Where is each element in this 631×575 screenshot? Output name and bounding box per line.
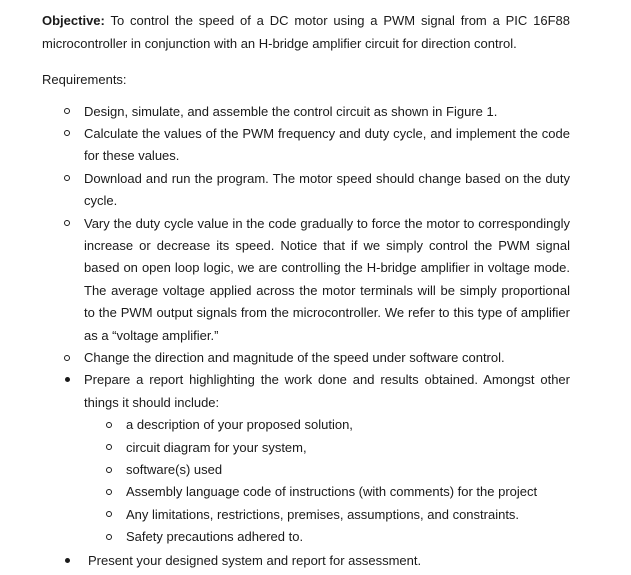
- objective-label: Objective:: [42, 13, 105, 28]
- requirements-list: [42, 101, 570, 573]
- sublist-item-text: Safety precautions adhered to.: [126, 529, 304, 545]
- sublist-item-text: Assembly language code of instructions (with comments) for the project: [126, 484, 538, 500]
- requirements-heading: Requirements:: [42, 72, 127, 87]
- list-item: [42, 347, 570, 369]
- filled-bullet-icon: [62, 369, 72, 391]
- list-item-text: Calculate the values of the PWM frequency and duty cycle, and implement the code for these values.: [84, 125, 570, 164]
- hollow-bullet-icon: [104, 459, 114, 481]
- hollow-bullet-icon: [104, 526, 114, 548]
- objective-text: To control the speed of a DC motor using a PWM signal from a PIC 16F88 microcontroller in conjunction with an H-bridge amplifier circuit for direction control.: [42, 13, 570, 51]
- hollow-bullet-icon: [62, 347, 72, 369]
- list-item: [42, 213, 570, 347]
- list-item-text: Prepare a report highlighting the work done and results obtained. Amongst other things it should include:: [84, 372, 570, 410]
- sublist-item: [84, 504, 570, 526]
- hollow-bullet-icon: [62, 168, 72, 190]
- list-item: [42, 123, 570, 168]
- sublist-item-text: circuit diagram for your system,: [126, 439, 307, 455]
- sublist-item: [84, 459, 570, 481]
- sublist-item: [84, 437, 570, 459]
- filled-bullet-icon: [62, 550, 72, 572]
- sublist-item: [84, 481, 570, 503]
- list-item-text: Change the direction and magnitude of the speed under software control.: [84, 349, 505, 365]
- hollow-bullet-icon: [62, 123, 72, 145]
- report-sublist: [84, 414, 570, 548]
- hollow-bullet-icon: [104, 437, 114, 459]
- sublist-item-text: Any limitations, restrictions, premises, assumptions, and constraints.: [126, 506, 520, 522]
- hollow-bullet-icon: [104, 504, 114, 526]
- sublist-item: [84, 414, 570, 436]
- list-item-text: Present your designed system and report for assessment.: [88, 552, 422, 568]
- list-item-text: Design, simulate, and assemble the control circuit as shown in Figure 1.: [84, 103, 498, 119]
- list-item: [42, 168, 570, 213]
- list-item: [42, 101, 570, 123]
- list-item: [42, 550, 570, 572]
- hollow-bullet-icon: [104, 414, 114, 436]
- sublist-item: [84, 526, 570, 548]
- sublist-item-text: a description of your proposed solution,: [126, 417, 353, 433]
- sublist-item-text: software(s) used: [126, 462, 223, 477]
- list-item-text: Download and run the program. The motor speed should change based on the duty cycle.: [84, 170, 570, 209]
- hollow-bullet-icon: [104, 481, 114, 503]
- objective-paragraph: [42, 10, 570, 55]
- hollow-bullet-icon: [62, 101, 72, 123]
- list-item-text: Vary the duty cycle value in the code gradually to force the motor to correspondingly increase or decrease its speed. Notice that if we simply control the PWM signal based on open loop logic, we are controlling the H-bridge amplifier in voltage mode. The average voltage applied across the motor terminals will be simply proportional to the PWM output signals from the microcontroller. We refer to this type of amplifier as a “voltage amplifier.”: [84, 215, 570, 343]
- hollow-bullet-icon: [62, 213, 72, 235]
- list-item: [42, 369, 570, 548]
- document-body: [42, 10, 570, 572]
